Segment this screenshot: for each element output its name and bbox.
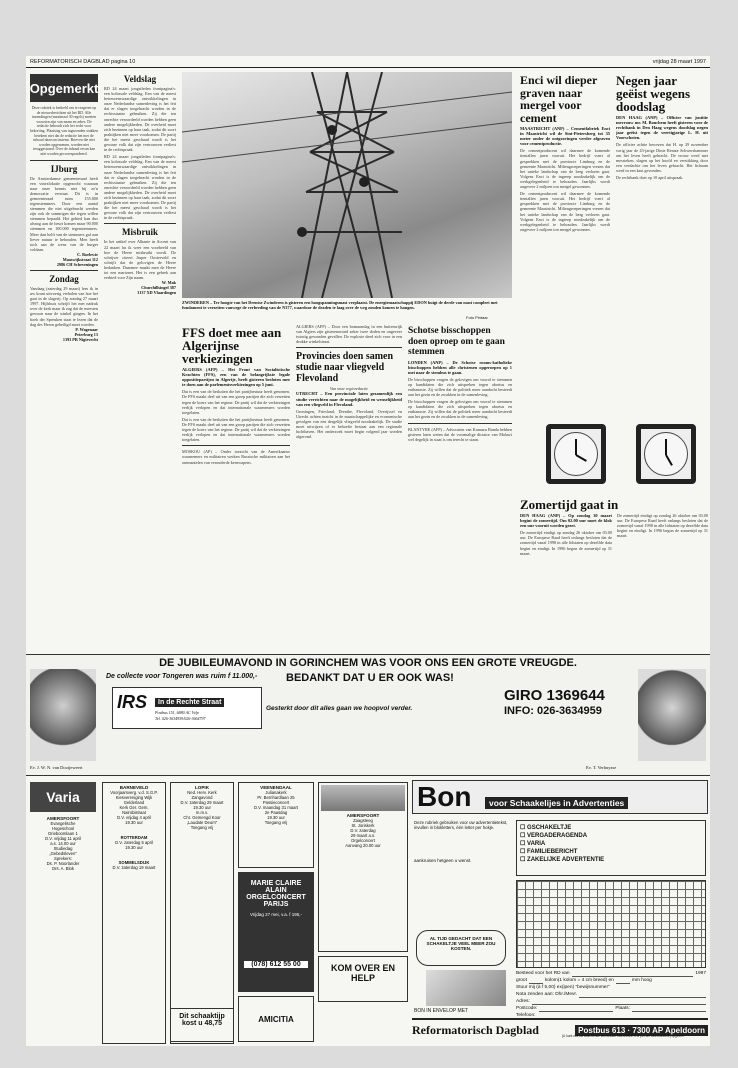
- ad-line: Pr. Bernhardlaan 25: [257, 795, 295, 800]
- clock-left-icon: [546, 424, 606, 484]
- ad-line: m.m.v.: [195, 810, 209, 815]
- provincies-byline: Van onze regioredactie: [329, 386, 369, 392]
- zomertijd-body-2: De zomertijd eindigt op zondag 26 oktober om 03.00 uur. De Europese Raad heeft onlangs besloten dat de zomertijd vanaf 1998 in alle lidstaten op dezelfde data begint en eindigt. In 1996 begon de zomertijd op 31 maart.: [617, 513, 708, 539]
- ad-line: D.V. zaterdag 29 maart: [180, 800, 224, 805]
- form-naam-label: Nota zenden aan: Dhr./Mevr.: [516, 992, 578, 997]
- ffs-body: Dat is een van de besluiten die het partijbestuur heeft genomen. De FFS maakt deel uit van een groep partijen die zich verzetten tegen de koers van het regime. De partij wil dat de verkiezingen eerlijk verlopen en dat internationale waarnemers worden toegelaten.: [182, 389, 290, 415]
- ad-line: SOMMELSDIJK: [118, 860, 150, 865]
- form-kolom-label: kolom(1 kolom = 4 cm breed) en: [544, 978, 614, 983]
- ijburg-title: IJburg: [50, 163, 78, 174]
- enci-body: De cementproducent wil daarmee de komende tientallen jaren vooruit. Het bedrijf voert al gesprekken met de provincie Limburg en de gemeente Maastricht. Milieugroeperingen vrezen dat het unieke landschap van de berg verloren gaat. Volgens Enci is de ingreep noodzakelijk om de werkgelegenheid te behouden. Jaarlijks wordt ongeveer 2 miljoen ton mergel gewonnen.: [520, 148, 610, 190]
- schotse-title: Schotse bisschoppen doen oproep om te gaan stemmen: [408, 326, 505, 357]
- option-familiebericht[interactable]: ☐ FAMILIEBERICHT: [520, 849, 578, 855]
- irs-subtitle: In de Rechte Straat: [155, 698, 224, 707]
- banner-center-text: Gesterkt door dit alles gaan we hoopvol verder.: [266, 705, 413, 712]
- ad-line: Zangavond: [191, 795, 213, 800]
- page-header-date: vrijdag 28 maart 1997: [652, 58, 706, 65]
- enci-body-2: De cementproducent wil daarmee de komende tientallen jaren vooruit. Het bedrijf voert al gesprekken met de provincie Limburg en de gemeente Maastricht. Milieugroeperingen vrezen dat het unieke landschap van de berg verloren gaat. Volgens Enci is de ingreep noodzakelijk om de werkgelegenheid te behouden. Jaarlijks wordt ongeveer 2 miljoen ton mergel gewonnen.: [520, 191, 610, 232]
- negen-article: [616, 72, 708, 402]
- marie-line4: PARIJS: [263, 901, 289, 908]
- form-tel-label: Telefoon:: [516, 1013, 536, 1018]
- ad-line: „Gebedsleven": [49, 851, 77, 856]
- ad-line: Passieconcert: [262, 800, 290, 805]
- bon-speech-bubble: AL TIJD GEDACHT DAT EEN SCHAKELTJE VEEL MEER ZOU KOSTEN.: [416, 930, 506, 966]
- photo-caption: ZWINDEREN – Ter hoogte van het Drentse Zwinderen is gisteren een hoogspanningsmast verplaatst. De energiemaatschappij EDON buigt de derde van mast compleet met fundament te verzetten vanwege de verbreding van de N377, waardoor de draden te laag over de weg zouden komen te hangen.: [182, 300, 498, 310]
- rd-fine-print: (U kunt ook uw advertentie telefonisch 055-5492373 of per fax 055-5423592) opgeven: [562, 1034, 684, 1038]
- rd-postbus: Postbus 613 · 7300 AP Apeldoorn: [575, 1025, 708, 1036]
- ad-line: D.V. vrijdag 11 april: [45, 836, 81, 841]
- bon-header: [412, 780, 708, 814]
- bon-hint: aankruisen hetgeen u wenst.: [414, 858, 472, 863]
- bon-options: [516, 820, 706, 876]
- ad-line: Chr. Gemengd Koor: [183, 815, 221, 820]
- opgemerkt-intro: Deze rubriek is bedoeld om te reageren op de nieuwsberichten uit het RD. Alle inzendingen (maximaal 30 regels) moeten voorzien zijn van naam en adres. De redactie behoudt zich het recht voor bekorting. Plaatsing van ingezonden stukken betekent niet dat de redactie het met de inhoud daarvan instemt. Brieven die niet worden opgenomen, worden niet teruggestuurd. Over de inhoud ervan kan niet worden gecorrespondeerd.: [30, 106, 98, 156]
- negen-body: De officier achtte bewezen dat H. op 29 november vorig jaar de 43-jarige Dinie Renate Schwershammer om het leven heeft gebracht. De vrouw werd met messteken, slagen op het hoofd en verstikking door een verdachte om het leven gebracht. Het lichaam werd in een kast gevonden.: [616, 142, 708, 173]
- form-plaats-field[interactable]: [632, 1005, 706, 1012]
- church-photo: [321, 785, 405, 811]
- schotse-intro: LONDEN (ANP) – De Schotse rooms-katholieke bisschoppen hebben alle christenen opgeroepen op 1 mei naar de stembus te gaan.: [408, 359, 512, 375]
- ad-lopik-head: LOPIK: [194, 785, 210, 790]
- misbruik-body: In het artikel over Albanie in Accent van 22 maart las ik weer een voorbeeld van hoe de Heere misbruikt wordt. De schrijver citeert Jasper Oosterveld en schrijft dat de gelovigen de Heere bedanken. Daarmee maakt men de Heere tot een marionet. Het is een gebrek aan eerbied voor Zijn naam.: [104, 239, 176, 281]
- marie-claire-ad: [238, 872, 314, 992]
- clock-right-icon: [636, 424, 696, 484]
- ad-line: 19.30 uur: [125, 845, 143, 850]
- zomertijd-title: Zomertijd gaat in: [520, 497, 619, 512]
- ad-line: Toegang vrij: [190, 825, 214, 830]
- blantyre-body: BLANTYRE (AFP) – Advocaten van Kamuzu Banda hebben gisteren laten weten dat de voormalige dictator van Malawi wel degelijk in staat is om terecht te staan.: [408, 426, 512, 442]
- ad-line: Voorjaarsverg. v.d. S.G.P.: [110, 790, 158, 795]
- ad-line: D.V. vrijdag 4 april: [117, 815, 151, 820]
- enci-title: Enci wil dieper graven naar mergel voor cement: [520, 73, 598, 125]
- letters-column-2: [104, 72, 176, 652]
- misbruik-sign-city: 3137 XD Vlaardingen: [137, 290, 176, 296]
- bon-title: Bon: [417, 781, 472, 812]
- ad-line: Orgelconcert: [351, 838, 375, 843]
- bon-form: [516, 970, 706, 1019]
- irs-logo-box: [112, 687, 262, 729]
- ad-line: Julianakerk: [265, 790, 287, 795]
- ad-amersfoort-2: [318, 782, 408, 952]
- misbruik-sign-name: W. Mak: [161, 280, 176, 286]
- ad-line: D.V. zaterdag: [350, 828, 376, 833]
- ad-line: St. Joriskerk: [351, 823, 375, 828]
- ffs-body-2: Dat is een van de besluiten die het partijbestuur heeft genomen. De FFS maakt deel uit van een groep partijen die zich verzetten tegen de koers van het regime. De partij wil dat de verkiezingen eerlijk verlopen en dat internationale waarnemers worden toegelaten.: [182, 416, 290, 443]
- ad-line: „Laudate Deum": [186, 820, 218, 825]
- ffs-title: FFS doet mee aan Algerijnse verkiezingen: [182, 325, 282, 366]
- ad-line: Ds. P. Noorlander: [46, 861, 80, 866]
- ijburg-body: De Amsterdamse gemeenteraad heeft een vinexlokatie opgezocht waaraan naar onze kennis niet bij zo'n democratie verstaat. Dit is in gemeenteraad ruim 155.000 tegenstemmers. Door een aantal stemmen die niet uitgebracht werden zijn ook de sommigen die tegen willen stemmen bepaald. Het gebied kan dus alsnog aan de beurt komen maar 90.000 stemmen en 100.000 tegenstemmers. Meer dan helft van de stemmers gaf aan liever natuur te behouden. Men heeft toch aan de wens van de burger voldaan.: [30, 175, 98, 252]
- misbruik-title: Misbruik: [121, 227, 158, 238]
- banner-bedankt: BEDANKT DAT U ER OOK WAS!: [286, 672, 454, 684]
- form-adres-label: Adres:: [516, 999, 530, 1004]
- moskou-body: MOSKOU (AP) – Onder toezicht van de Amerikaanse waarnemers en militairen werken Russische militairen aan het ontmantelen van verouderde kernwapens.: [182, 449, 290, 465]
- form-naam-field[interactable]: [579, 991, 706, 998]
- ad-line: D.V. zaterdag 5 april: [115, 840, 153, 845]
- form-mm-label: mm hoog: [631, 978, 652, 983]
- form-plaats-label: Plaats:: [615, 1006, 631, 1011]
- negen-end: De rechtbank doet op 10 april uitspraak.: [616, 175, 684, 181]
- option-schakeltje[interactable]: ☐ GSCHAKELTJE: [520, 825, 572, 831]
- ad-line: Zaagsteeg: [353, 818, 373, 823]
- photo-credit: Foto Pintaar: [466, 315, 488, 320]
- marie-line3: ORGELCONCERT: [246, 894, 306, 901]
- ad-line: Hogeschool: [51, 826, 75, 831]
- veldslag-body-cont: RD 24 maart jongstleden frontpagina's: een kolossale veldslag. Een van de meest betreurenswaardige ontwikkelingen in onze Nederlandse samenleving is het feit dat er slagen toegebracht worden in de rechtsstaatse gebruiken. Zij die ten onrechte veroordeeld worden hebben geen andere mogelijkheden. De overheid moet zich bezinnen op haar taak, zodat dit soort praktijken niet meer voorkomen. De partij die het meest geschaad wordt is het gewone volk dat zijn vertrouwen verliest in de rechtspraak.: [104, 154, 176, 221]
- ad-barneveld-head: BARNEVELD: [119, 785, 149, 790]
- schotse-article: [408, 324, 512, 652]
- zondag-sign-city: 1393 PR Nigtevecht: [62, 336, 98, 342]
- form-adres-field[interactable]: [532, 998, 706, 1005]
- ad-amersfoort: [30, 816, 96, 1042]
- bon-envelop-text: BON IN ENVELOP MET: [414, 1008, 469, 1014]
- form-stuur-label: Stuur mij (à f 5,00) ex(ipen) "bewijsnummer": [516, 985, 610, 990]
- person-right-photo: [638, 669, 706, 761]
- ad-line: a.s. 14.00 uur: [50, 841, 76, 846]
- ad-line: 2e Paasdag: [264, 810, 288, 815]
- ad-line: Aanvang 20.00 uur: [345, 843, 381, 848]
- varia-logo: Varia: [30, 782, 96, 812]
- ad-line: Drieboomlaan 1: [48, 831, 78, 836]
- form-year: 1997: [695, 971, 706, 976]
- ffs-article: [182, 324, 290, 652]
- negen-title: Negen jaar geëist wegens doodslag: [616, 73, 691, 114]
- zondag-sign-name: P. Wagenaar: [75, 326, 98, 332]
- irs-tel: Tel. 026-3634959/026-3664797: [155, 716, 206, 721]
- schaakt-price-box: Dit schaaktijp kost u 48,75: [170, 1008, 234, 1042]
- bon-subtitle: voor Schaakelijes in Advertenties: [485, 797, 628, 809]
- form-postcode-field[interactable]: [539, 1005, 613, 1012]
- ad-barneveld: [102, 782, 166, 1044]
- bon-letter-grid[interactable]: [516, 880, 706, 968]
- form-besteed-label: Besteed voor het RD van: [516, 971, 570, 976]
- provincies-body: Groningen, Friesland, Drenthe, Flevoland, Overijssel en Utrecht achten inzicht in de maatschappelijke en economische gevolgen van een dergelijk vliegveld noodzakelijk. De studie moet uitwijzen of er behoefte bestaat aan een regionale luchthaven. Het onderzoek moet begin volgend jaar worden afgerond.: [296, 408, 402, 440]
- ad-veenendaal: [238, 782, 314, 868]
- person-right-name: Ev. T. Verhuyzse: [586, 765, 617, 770]
- zomertijd-article: [520, 496, 708, 652]
- ad-line: Drs. A. Blok: [52, 866, 74, 871]
- person-left-photo: [30, 669, 96, 761]
- enci-intro: MAASTRICHT (ANP) – Cementfabriek Enci in Maastricht wil de Sint-Pietersberg tot 35 meter onder de ontgravingen verder afgraven voor cementproductie.: [520, 126, 610, 147]
- page-header: [26, 56, 710, 68]
- ad-line: 19.30 uur: [267, 815, 285, 820]
- amicitia-ad: AMICITIA: [238, 996, 314, 1042]
- zondag-title: Zondag: [49, 273, 79, 284]
- ad-line: ROTTERDAM: [120, 835, 148, 840]
- rd-brand: Reformatorisch Dagblad: [412, 1022, 539, 1037]
- ijburg-sign-city: 2986 CH Scheveningen: [56, 261, 98, 267]
- ad-line: Gelderland: [123, 800, 145, 805]
- ad-line: D.V. zaterdag 19 maart: [112, 865, 156, 870]
- ijburg-sign-name: C. Boelewie: [77, 251, 98, 257]
- middle-news-column: [296, 324, 402, 652]
- ad-line: 19.30 uur: [193, 805, 211, 810]
- form-groot-label: groot: [516, 978, 527, 983]
- ad-line: Ned. Herv. Kerk: [187, 790, 217, 795]
- banner-headline: DE JUBILEUMAVOND IN GORINCHEM WAS VOOR ONS EEN GROTE VREUGDE.: [159, 657, 577, 669]
- irs-logo: IRS: [117, 692, 148, 712]
- algiers-body: ALGIERS (AFP) – Door een bomaanslag in een buitenwijk van Algiers zijn gisterenavond zeker twee doden en ongeveer twintig gewonden gevallen. De explosie deed zich voor in een drukke winkelstraat.: [296, 324, 402, 345]
- ad-amersfoort-head: AMERSFOORT: [46, 816, 80, 821]
- ad-line: 29 maart a.s.: [350, 833, 376, 838]
- form-postcode-label: Postcode:: [516, 1006, 538, 1011]
- newspaper-page: [26, 56, 710, 1046]
- form-date-field[interactable]: [572, 970, 694, 977]
- letters-column: [30, 106, 98, 651]
- form-mm-field[interactable]: [616, 977, 630, 984]
- ad-line: Nairobistraat: [122, 810, 146, 815]
- marie-line1: MARIE CLAIRE: [250, 880, 302, 887]
- provincies-title: Provincies doen samen studie naar vliegveld Flevoland: [296, 351, 394, 385]
- zondag-sign-street: Peterburg 13: [74, 331, 98, 337]
- pylon-photo: [182, 72, 512, 298]
- ad-lopik: [170, 782, 234, 1044]
- pylon-illustration: [182, 72, 512, 298]
- bon-description: Deze rubriek gebruiken voor uw advertentietekst, invullen in blokletters, één letter per hokje.: [414, 820, 508, 831]
- irs-postbus: Postbus 151, 6880 AC Velp: [155, 710, 199, 715]
- provincies-intro: UTRECHT – Een provinciale laten gezamenlijk een studie verrichten naar de mogelijkheid en wenselijkheid van een vliegveld in Flevoland.: [296, 391, 402, 407]
- page-header-left: REFORMATORISCH DAGBLAD pagina 10: [30, 58, 136, 65]
- banner-collecte: De collecte voor Tongeren was ruim f 11.000,-: [106, 673, 258, 680]
- schotse-body-2: De bisschoppen vragen de gelovigen om vooral te stemmen op kandidaten die zich uitspreken tegen abortus en euthanasie. Zij willen dat de politiek meer aandacht besteedt aan het gezin en de zwakken in de samenleving.: [408, 399, 512, 420]
- marie-phone: (078) 612 55 00: [244, 961, 308, 968]
- ad-line: Toegang vrij: [264, 820, 288, 825]
- marie-line2: ALAIN: [265, 887, 287, 894]
- ad-line: Studiedag: [53, 846, 73, 851]
- veldslag-title: Veldslag: [123, 74, 157, 84]
- veldslag-body: RD 24 maart jongstleden frontpagina's: een kolossale veldslag. Een van de meest betreurenswaardige ontwikkelingen in onze Nederlandse samenleving is het feit dat er slagen toegebracht worden in de rechtsstaatse gebruiken. Zij die ten onrechte veroordeeld worden hebben geen andere mogelijkheden. De overheid moet zich bezinnen op haar taak, zodat dit soort praktijken niet meer voorkomen. De partij die het meest geschaad wordt is het gewone volk dat zijn vertrouwen verliest in de rechtspraak.: [104, 86, 176, 153]
- enci-article: [520, 72, 610, 402]
- zomertijd-body: De zomertijd eindigt op zondag 26 oktober om 03.00 uur. De Europese Raad heeft onlangs besloten dat de zomertijd vanaf 1998 in alle lidstaten op dezelfde data begint en eindigt. In 1996 begon de zomertijd op 31 maart.: [520, 530, 612, 556]
- ad-veenendaal-head: VEENENDAAL: [260, 785, 292, 790]
- ad-line: Kerk Ger. Gem.: [119, 805, 149, 810]
- opgemerkt-logo: Opgemerkt: [30, 74, 98, 102]
- advertentie-bon: [412, 780, 708, 1042]
- ffs-intro: ALGIERS (AFP) – Het Front van Socialistische Krachten (FFS), een van de belangrijkste legale oppositiepartijen in Algerije, heeft gisteren besloten mee te doen aan de parlementsverkiezingen op 5 juni.: [182, 367, 290, 388]
- option-vergaderagenda[interactable]: ☐ VERGADERAGENDA: [520, 833, 588, 839]
- banner-info: INFO: 026-3634959: [504, 705, 602, 717]
- zomertijd-intro: DEN HAAG (ANP) – Op zondag 30 maart begint de zomertijd. Om 02.00 uur moet de klok een uur vooruit worden gezet.: [520, 513, 612, 529]
- ad-line: Evangelische: [50, 821, 76, 826]
- ad-amersfoort2-head: AMERSFOORT: [346, 813, 380, 818]
- ijburg-sign-street: Maaswijkstraat 112: [62, 256, 98, 262]
- ad-line: Sprekers:: [54, 856, 72, 861]
- ad-line: 19.30 uur: [125, 820, 143, 825]
- ad-line: D.V. maandag 31 maart: [253, 805, 299, 810]
- zondag-body: Vandaag (zaterdag 29 maart) lees ik in uw krant uitvoerig verhalen van hoe het gaat in de slagerij. Op zondag 27 maart 1997. Hijlshuis schrijft het met nadruk over de kerk maar ik zag dat de meesten gewoon naar de winkel gingen. In het boek der Spreuken staat te lezen dat de dag des Heren geheiligd moet worden.: [30, 285, 98, 327]
- misbruik-sign-street: Churchillsingel 387: [141, 285, 176, 291]
- form-kolom-field[interactable]: [529, 977, 543, 984]
- option-varia[interactable]: ☐ VARIA: [520, 841, 546, 847]
- schotse-body: De bisschoppen vragen de gelovigen om vooral te stemmen op kandidaten die zich uitspreken tegen abortus en euthanasie. Zij willen dat de politiek meer aandacht besteedt aan het gezin en de zwakken in de samenleving.: [408, 376, 512, 398]
- banner-giro: GIRO 1369644: [504, 687, 605, 704]
- bon-cartoon-image: [426, 970, 506, 1006]
- ad-line: Kiesvereniging Wijk: [115, 795, 153, 800]
- option-zakelijke-advertentie[interactable]: ☐ ZAKELIJKE ADVERTENTIE: [520, 857, 605, 863]
- jubileum-banner: [26, 654, 710, 776]
- kom-over-ad: KOM OVER EN HELP: [318, 956, 408, 1002]
- marie-date: Vrijdag 27 mei, v.a. f 195,-: [249, 912, 303, 917]
- negen-intro: DEN HAAG (ANP) – Officier van justitie mevrouw mr. M. Bouchem heeft gisteren voor de rechtbank in Den Haag wegens doodslag negen jaar geëist tegen de veertigjarige L. H. uit Voorschoten.: [616, 115, 708, 141]
- person-left-name: Ev. J. W. N. van Dooijeweert: [30, 765, 83, 770]
